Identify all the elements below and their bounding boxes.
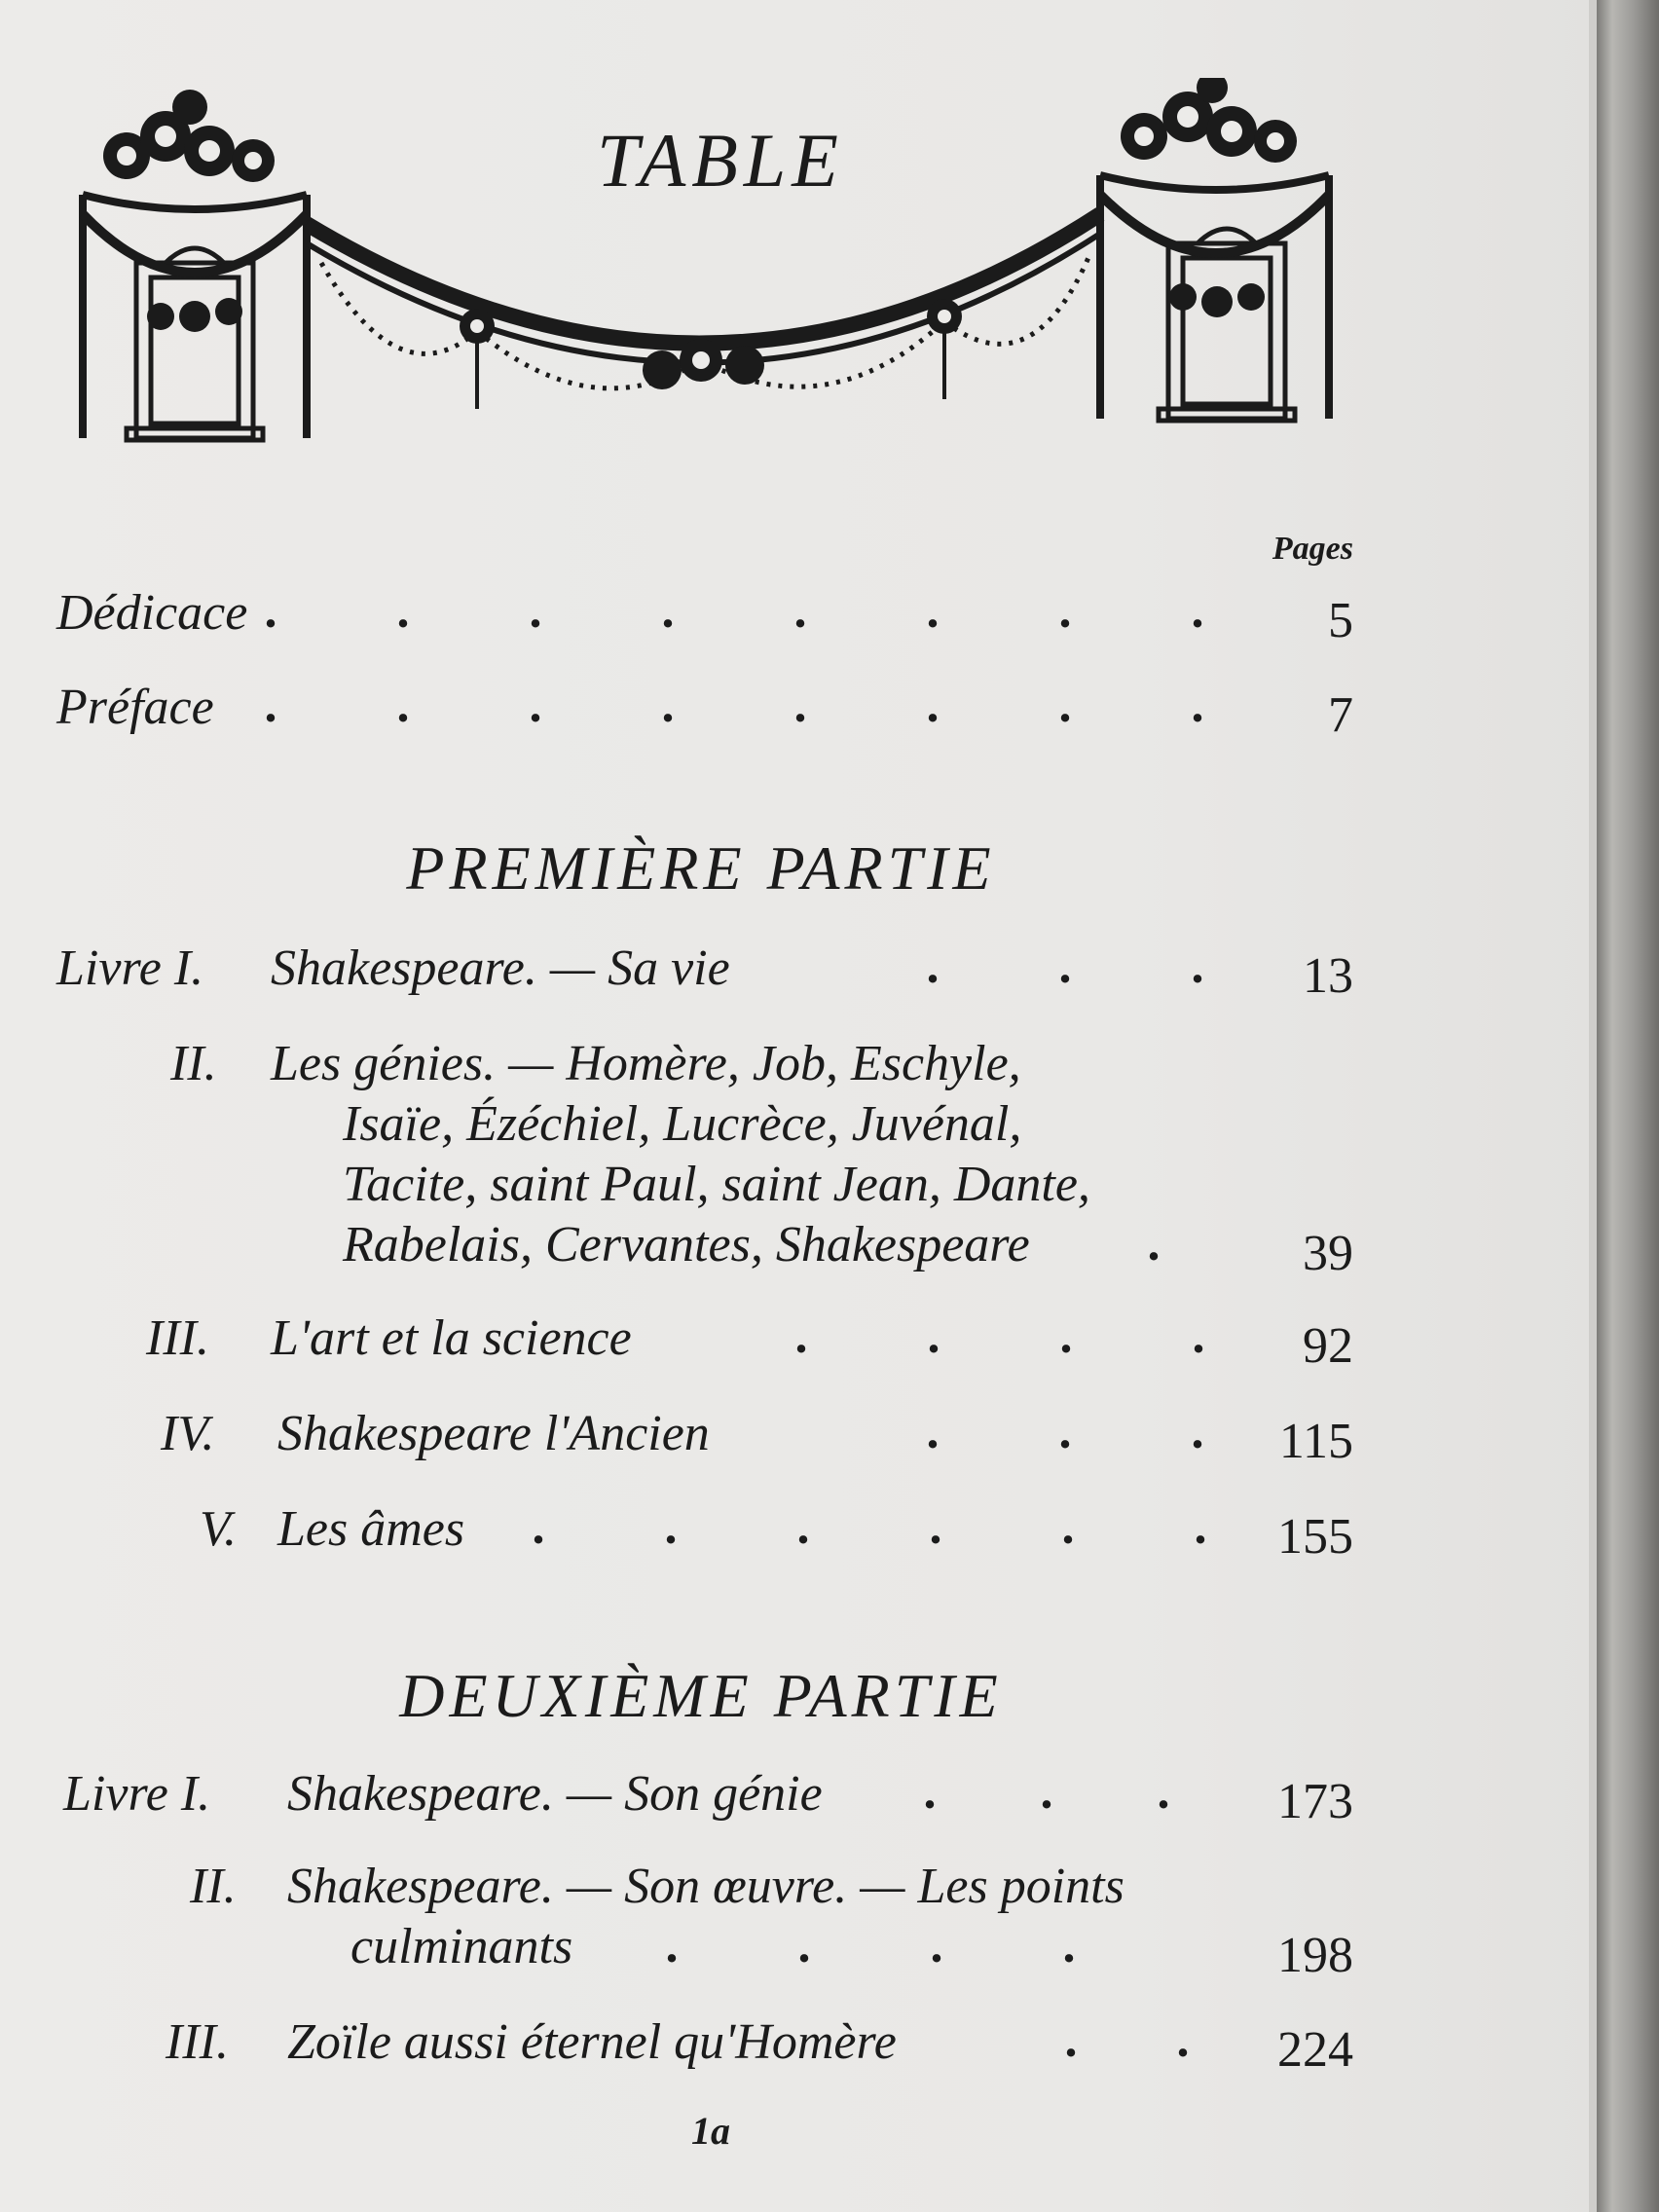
toc-entry-title-line: Tacite, saint Paul, saint Jean, Dante, xyxy=(343,1157,1090,1212)
toc-entry-title-line: culminants xyxy=(350,1919,573,1974)
page-number: 13 xyxy=(1303,948,1353,1004)
toc-entry-title: Shakespeare. — Son génie xyxy=(287,1766,823,1822)
page-number: 155 xyxy=(1277,1509,1353,1565)
toc-entry-title: Shakespeare. — Son œuvre. — Les points xyxy=(287,1859,1124,1914)
toc-entry-num: II. xyxy=(170,1036,217,1091)
toc-entry-title-line: Rabelais, Cervantes, Shakespeare xyxy=(343,1217,1030,1272)
toc-entry-title-line: Isaïe, Ézéchiel, Lucrèce, Juvénal, xyxy=(343,1096,1022,1152)
dot-leaders: . . . . xyxy=(794,1309,1205,1364)
dot-leaders: . . . xyxy=(926,939,1204,994)
toc-entry-title: Shakespeare. — Sa vie xyxy=(271,940,730,996)
page-number: 92 xyxy=(1303,1318,1353,1374)
dot-leaders: . xyxy=(1147,1216,1161,1272)
dot-leaders: . . . xyxy=(923,1764,1170,1820)
toc-entry-num: II. xyxy=(190,1859,237,1914)
part-heading: DEUXIÈME PARTIE xyxy=(399,1661,1003,1730)
toc-entry-num: V. xyxy=(200,1501,238,1557)
folio-number: 1a xyxy=(691,2109,730,2153)
toc-entry-title: Les génies. — Homère, Job, Eschyle, xyxy=(271,1036,1021,1091)
book-spine xyxy=(1597,0,1659,2212)
toc-entry-title: Les âmes xyxy=(277,1501,465,1557)
toc-entry-preface: Préface xyxy=(56,680,214,735)
toc-entry-num: IV. xyxy=(161,1406,215,1461)
toc-entry-num: III. xyxy=(146,1310,209,1366)
toc-entry-title: L'art et la science xyxy=(271,1310,632,1366)
page-number: 224 xyxy=(1277,2022,1353,2078)
toc-entry-num: Livre I. xyxy=(56,940,204,996)
page-number: 7 xyxy=(1328,687,1353,743)
toc-entry-num: Livre I. xyxy=(63,1766,211,1822)
toc-entry-num: III. xyxy=(166,2014,229,2070)
toc-entry-title: Shakespeare l'Ancien xyxy=(277,1406,710,1461)
dot-leaders: . . . . xyxy=(665,1918,1076,1973)
pages-column-label: Pages xyxy=(1272,531,1353,567)
page-number: 198 xyxy=(1277,1928,1353,1983)
dot-leaders: . . . . . . . . xyxy=(264,678,1204,733)
dot-leaders: . . xyxy=(1064,2012,1190,2068)
toc-entry-title: Zoïle aussi éternel qu'Homère xyxy=(287,2014,897,2070)
part-heading: PREMIÈRE PARTIE xyxy=(406,833,996,903)
toc-entry-dedicace: Dédicace xyxy=(56,585,248,641)
page-title: TABLE xyxy=(597,118,844,203)
page-number: 5 xyxy=(1328,593,1353,648)
page-number: 39 xyxy=(1303,1226,1353,1281)
dot-leaders: . . . . . . . . xyxy=(264,583,1204,639)
page-number: 173 xyxy=(1277,1774,1353,1829)
page-number: 115 xyxy=(1278,1414,1353,1469)
dot-leaders: . . . . . . xyxy=(532,1499,1207,1555)
dot-leaders: . . . xyxy=(926,1404,1204,1459)
